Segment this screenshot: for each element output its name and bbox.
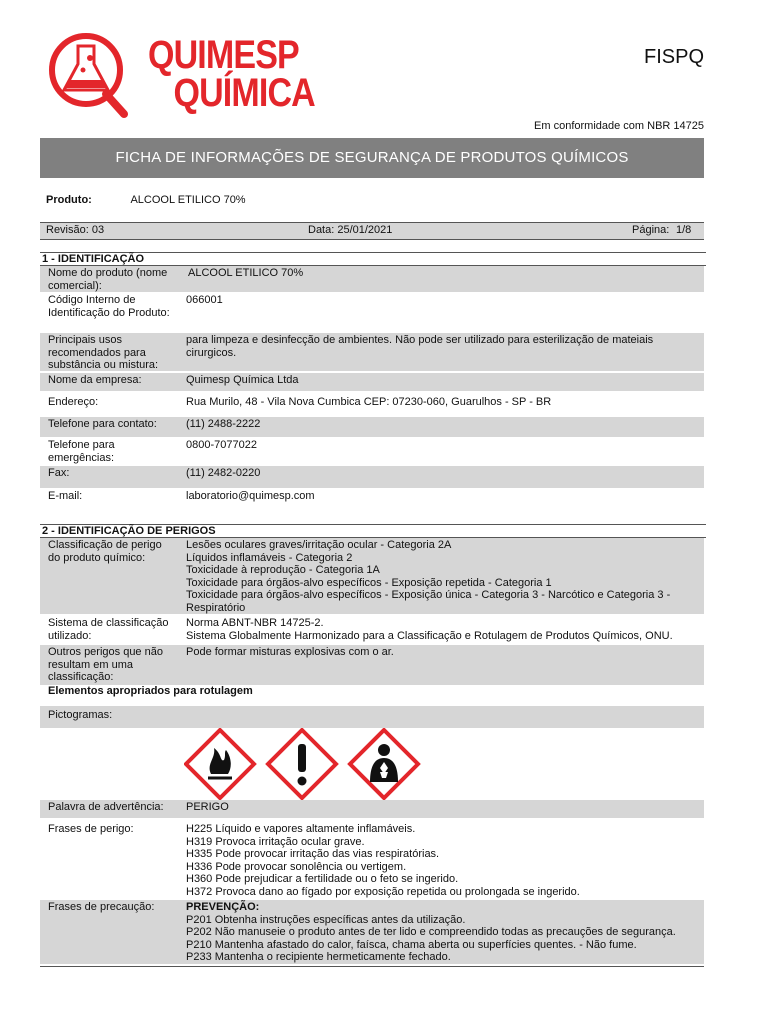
hazard-statement: H336 Pode provocar sonolência ou vertigem.: [186, 860, 407, 873]
subheading: Elementos apropriados para rotulagem: [48, 685, 253, 697]
row-label: Nome do produto (nome comercial):: [48, 267, 168, 292]
hazard-statement: H372 Provoca dano ao fígado por exposição repetida ou prolongada se ingerido.: [186, 885, 580, 898]
row-label: Telefone para contato:: [48, 418, 157, 430]
email-link[interactable]: laboratorio@quimesp.com: [186, 490, 315, 502]
section-2-title: 2 - IDENTIFICAÇÃO DE PERIGOS: [40, 524, 706, 538]
health-hazard-icon: [350, 730, 418, 798]
exclamation-icon: [268, 730, 336, 798]
page-title: FICHA DE INFORMAÇÕES DE SEGURANÇA DE PRODUTOS QUÍMICOS: [40, 138, 704, 178]
row-internal-code: [40, 293, 704, 331]
row-value: Rua Murilo, 48 - Vila Nova Cumbica CEP: 07230-060, Guarulhos - SP - BR: [186, 396, 552, 408]
conformity-note: Em conformidade com NBR 14725: [534, 120, 704, 132]
classification-item: Toxicidade para órgãos-alvo específicos - Exposição repetida - Categoria 1: [186, 576, 552, 589]
classification-item: Toxicidade para órgãos-alvo específicos - Exposição única - Categoria 3 - Narcótico e Categoria 3 -: [186, 589, 671, 601]
classification-item: Toxicidade à reprodução - Categoria 1A: [186, 564, 380, 576]
row-label: Principais usos recomendados para substância ou mistura:: [48, 334, 159, 371]
row-label: Palavra de advertência:: [48, 801, 164, 813]
row-label: Frases de perigo:: [48, 823, 134, 835]
classification-item: Líquidos inflamáveis - Categoria 2: [186, 551, 353, 564]
row-email: [40, 489, 704, 507]
revision: Revisão: 03: [46, 224, 105, 236]
row-classification: [40, 538, 704, 614]
row-value: [186, 823, 702, 898]
row-value: (11) 2488-2222: [186, 418, 261, 430]
row-label: Código Interno de Identificação do Produto:: [48, 294, 170, 319]
classification-item: Respiratório: [186, 601, 246, 614]
row-value: 0800-7077022: [186, 439, 257, 451]
row-label: Fax:: [48, 467, 70, 479]
row-phone: [40, 417, 704, 437]
precaution-statement: P210 Mantenha afastado do calor, faísca, chama aberta ou superfícies quentes. - Não fume.: [186, 938, 637, 951]
row-label: Nome da empresa:: [48, 374, 142, 386]
row-label: Pictogramas:: [48, 709, 113, 721]
row-hazard-statements: [40, 822, 704, 900]
row-product-name: [40, 266, 704, 292]
row-classification-system: [40, 616, 704, 644]
row-fax: [40, 466, 704, 488]
row-value: [186, 901, 702, 964]
precaution-statement: P202 Não manuseie o produto antes de ter lido e compreendido todas as precauções de segurança.: [186, 926, 676, 938]
ghs-pictograms: [184, 728, 424, 800]
brand-name: QUIMESP QUÍMICA: [148, 33, 315, 115]
row-label: Telefone para emergências:: [48, 439, 115, 464]
system-item: Sistema Globalmente Harmonizado para a Classificação e Rotulagem de Produtos Químicos, ONU.: [186, 629, 673, 642]
row-emergency-phone: [40, 438, 704, 464]
row-label: E-mail:: [48, 490, 83, 502]
hazard-statement: H225 Líquido e vapores altamente inflamáveis.: [186, 823, 416, 835]
labeling-elements-title: [40, 685, 704, 699]
row-value: ALCOOL ETILICO 70%: [188, 267, 304, 279]
row-company: [40, 373, 704, 391]
flame-icon: [186, 730, 254, 798]
row-value: para limpeza e desinfecção de ambientes. Não pode ser utilizado para esterilização de mateiais cirurgicos.: [186, 334, 654, 359]
row-value: (11) 2482-0220: [186, 467, 261, 479]
row-label: Sistema de classificação utilizado:: [48, 617, 169, 642]
product-value: ALCOOL ETILICO 70%: [130, 194, 246, 206]
precaution-statement: P233 Mantenha o recipiente hermeticamente fechado.: [186, 951, 451, 963]
precaution-heading: PREVENÇÃO:: [186, 901, 260, 913]
signal-word: PERIGO: [186, 801, 229, 813]
hazard-statement: H319 Provoca irritação ocular grave.: [186, 835, 365, 848]
row-value: Pode formar misturas explosivas com o ar.: [186, 646, 394, 658]
row-address: [40, 395, 704, 413]
row-uses: [40, 333, 704, 371]
doc-code: FISPQ: [643, 46, 704, 68]
product-line: [46, 194, 246, 206]
product-label: Produto:: [46, 194, 92, 206]
classification-item: Lesões oculares graves/irritação ocular - Categoria 2A: [186, 539, 452, 551]
divider: [40, 966, 704, 967]
row-label: Classificação de perigo do produto químico:: [48, 539, 162, 564]
system-item: Norma ABNT-NBR 14725-2.: [186, 617, 324, 629]
page-label: Página:: [632, 224, 670, 236]
row-value: [186, 617, 702, 642]
row-value: 066001: [186, 294, 223, 306]
row-label: Frases de precaução:: [48, 901, 155, 913]
section-1-title: 1 - IDENTIFICAÇÃO: [40, 252, 706, 266]
row-value: [186, 539, 702, 614]
row-value: Quimesp Química Ltda: [186, 374, 299, 386]
row-other-hazards: [40, 645, 704, 685]
row-signal-word: [40, 800, 704, 818]
hazard-statement: H360 Pode prejudicar a fertilidade ou o feto se ingerido.: [186, 873, 459, 885]
page-number: 1/8: [676, 224, 692, 236]
precaution-statement: P201 Obtenha instruções específicas antes da utilização.: [186, 913, 466, 926]
row-label: Outros perigos que não resultam em uma classificação:: [48, 646, 163, 683]
row-precautionary-statements: [40, 900, 704, 964]
revision-bar: [40, 222, 704, 240]
row-pictograms: [40, 706, 704, 728]
revision-date: Data: 25/01/2021: [308, 224, 393, 236]
row-label: Endereço:: [48, 396, 99, 408]
hazard-statement: H335 Pode provocar irritação das vias respiratórias.: [186, 848, 440, 860]
